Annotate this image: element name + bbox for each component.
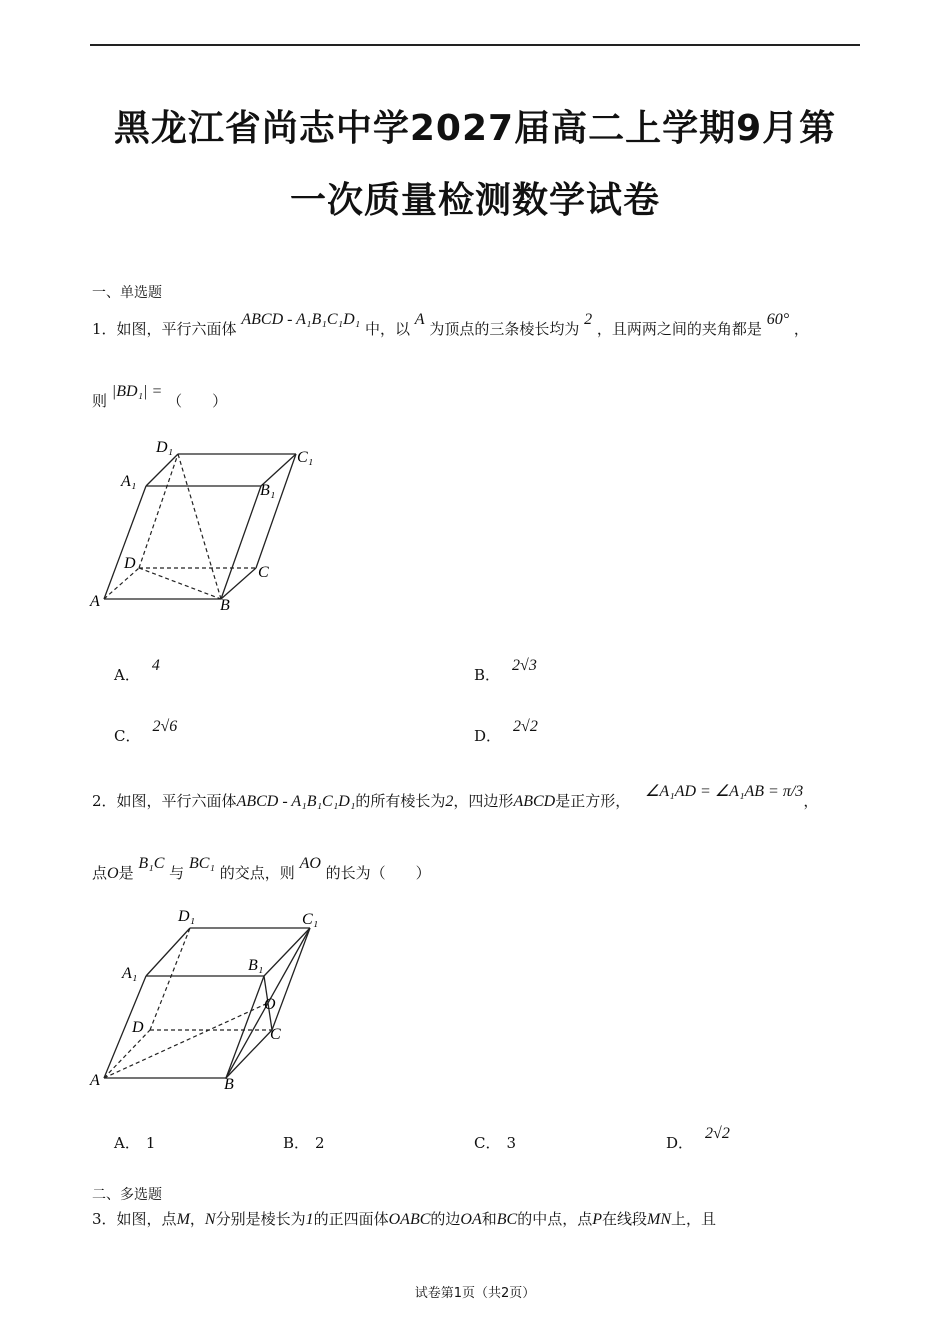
label-D: D <box>124 555 136 572</box>
figure-parallelepiped-2 <box>86 904 336 1099</box>
label-D1: D₁ <box>156 439 174 456</box>
q1-option-b[interactable]: B．2√3 <box>474 657 537 684</box>
label-B: B <box>220 597 230 614</box>
label-B1: B₁ <box>248 957 264 974</box>
label-C: C <box>270 1026 281 1043</box>
question-number: 3． <box>92 1210 117 1228</box>
question-number: 2． <box>92 792 117 810</box>
label-A: A <box>90 1072 100 1089</box>
q2-option-a[interactable]: A． 1 <box>114 1134 156 1152</box>
q1-option-a[interactable]: A．4 <box>114 657 160 684</box>
angle-value: 60° <box>766 311 790 328</box>
section-heading-multiple-choice: 二、多选题 <box>92 1187 162 1203</box>
label-A1: A₁ <box>122 965 138 982</box>
label-C1: C₁ <box>297 449 314 466</box>
exam-title-line1: 黑龙江省尚志中学2027届高二上学期9月第 <box>113 108 837 149</box>
top-rule <box>90 44 860 46</box>
page-footer: 试卷第1页（共2页） <box>414 1286 536 1301</box>
solid-name: ABCD - A₁B₁C₁D₁ <box>236 793 356 810</box>
exam-title-line2: 一次质量检测数学试卷 <box>289 180 660 221</box>
quad-name: ABCD <box>513 793 556 810</box>
question-2-line1: 2．如图，平行六面体ABCD - A₁B₁C₁D₁的所有棱长为2，四边形ABCD是正方形， ∠A₁AD = ∠A₁AB = π/3， <box>92 783 819 810</box>
q2-option-c[interactable]: C． 3 <box>474 1134 517 1152</box>
label-C: C <box>258 564 269 581</box>
question-2-line2: 点O是 B₁C 与 BC₁ 的交点，则 AO 的长为（ ） <box>92 855 431 882</box>
label-D: D <box>132 1019 144 1036</box>
q1-option-d[interactable]: D．2√2 <box>474 718 538 745</box>
solid-name: ABCD - A₁B₁C₁D₁ <box>241 311 361 328</box>
label-A: A <box>90 593 100 610</box>
section-heading-single-choice: 一、单选题 <box>92 285 162 301</box>
q1-option-c[interactable]: C．2√6 <box>114 718 178 745</box>
label-B1: B₁ <box>260 482 276 499</box>
label-A1: A₁ <box>121 473 137 490</box>
target-expression: |BD₁| = <box>111 383 163 400</box>
angle-condition: ∠A₁AD = ∠A₁AB = π/3 <box>645 783 804 800</box>
q2-option-d[interactable]: D．2√2 <box>666 1125 730 1152</box>
label-D1: D₁ <box>178 908 196 925</box>
figure-parallelepiped-1 <box>86 434 336 619</box>
vertex-name: A <box>414 311 425 328</box>
question-1-line1: 1．如图，平行六面体 ABCD - A₁B₁C₁D₁ 中，以 A 为顶点的三条棱长均为 2 ，且两两之间的夹角都是 60° ， <box>92 311 809 338</box>
question-number: 1． <box>92 320 117 338</box>
edge-length: 2 <box>584 311 593 328</box>
label-C1: C₁ <box>302 911 319 928</box>
label-O: O <box>264 996 276 1013</box>
question-1-line2: 则 |BD₁| = （ ） <box>92 383 228 410</box>
question-3-line1: 3．如图，点M，N分别是棱长为1的正四面体OABC的边OA和BC的中点，点P在线段MN上，且 <box>92 1210 717 1228</box>
label-B: B <box>224 1076 234 1093</box>
q2-option-b[interactable]: B． 2 <box>283 1134 325 1152</box>
point-O: O <box>107 865 119 882</box>
